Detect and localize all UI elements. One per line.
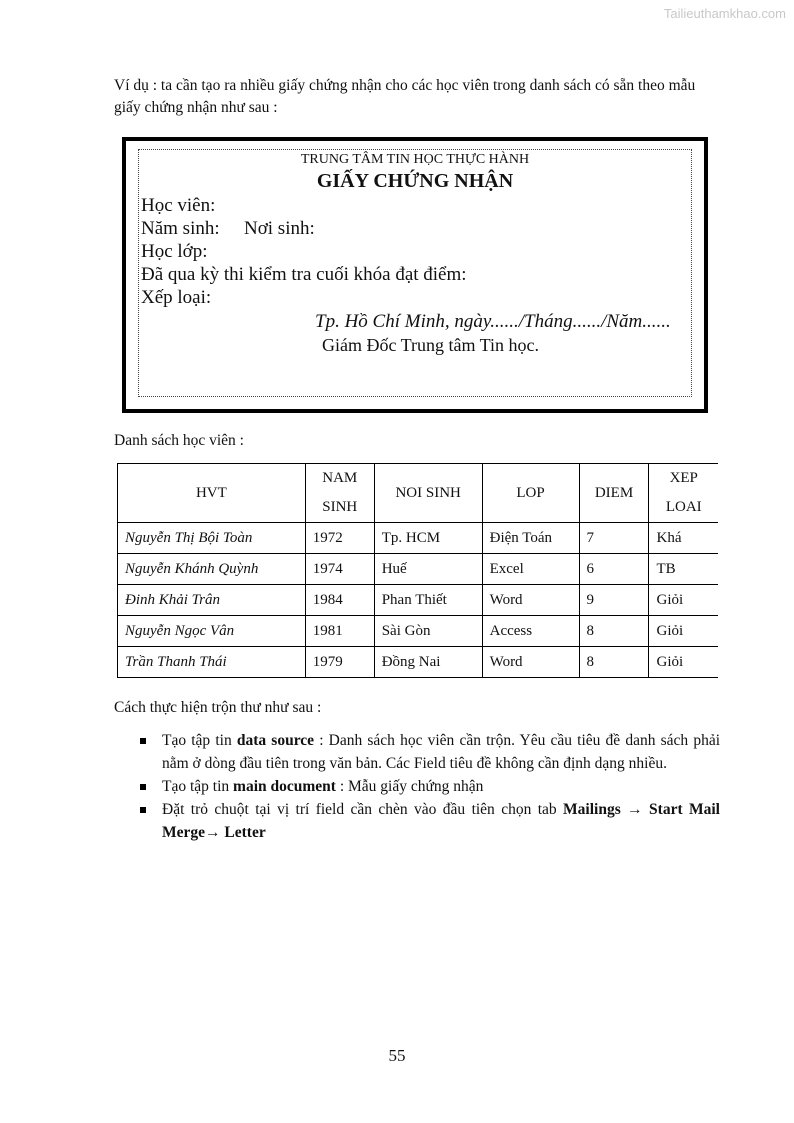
cell-birth-year: 1974 bbox=[305, 554, 374, 585]
student-table bbox=[117, 463, 718, 678]
table-row bbox=[118, 554, 719, 585]
step-text: : Danh sách học viên cần trộn. Yêu cầu tiêu đề danh sách phải nằm ở dòng đầu tiên trong văn bản. Các Field tiêu đề không cần định dạng nhiều. bbox=[162, 732, 721, 772]
step-text: Tạo tập tin bbox=[162, 778, 234, 795]
certificate-grade-label: Xếp loại: bbox=[141, 287, 212, 308]
step-keyword: Start Mail Merge bbox=[162, 801, 720, 841]
table-header-row bbox=[118, 464, 719, 523]
steps-list bbox=[140, 729, 720, 844]
table-row bbox=[118, 523, 719, 554]
cell-grade: Giỏi bbox=[649, 616, 718, 647]
cell-score: 8 bbox=[579, 616, 649, 647]
cell-birth-place: Huế bbox=[374, 554, 482, 585]
step-keyword: Letter bbox=[224, 824, 266, 841]
cell-grade: Giỏi bbox=[649, 647, 718, 678]
certificate-signer: Giám Đốc Trung tâm Tin học. bbox=[322, 335, 540, 355]
cell-name: Nguyễn Ngọc Vân bbox=[118, 616, 306, 647]
step-text: : Mẫu giấy chứng nhận bbox=[335, 778, 484, 795]
page-number: 55 bbox=[388, 1046, 406, 1065]
cell-name: Đinh Khải Trân bbox=[118, 585, 306, 616]
cell-class: Excel bbox=[482, 554, 579, 585]
certificate-student-label: Học viên: bbox=[141, 195, 216, 216]
certificate-inner-border bbox=[138, 149, 692, 397]
certificate-birth-place-label: Nơi sinh: bbox=[244, 218, 315, 239]
cell-birth-year: 1979 bbox=[305, 647, 374, 678]
square-bullet-icon bbox=[140, 784, 146, 790]
cell-score: 6 bbox=[579, 554, 649, 585]
cell-score: 8 bbox=[579, 647, 649, 678]
cell-score: 7 bbox=[579, 523, 649, 554]
header-hvt: HVT bbox=[118, 464, 306, 523]
step-keyword: Mailings bbox=[563, 801, 621, 818]
cell-class: Word bbox=[482, 647, 579, 678]
table-row bbox=[118, 647, 719, 678]
cell-class: Word bbox=[482, 585, 579, 616]
cell-grade: Giỏi bbox=[649, 585, 718, 616]
list-item bbox=[140, 798, 720, 844]
certificate-title: GIẤY CHỨNG NHẬN bbox=[316, 170, 514, 192]
certificate-center-name: TRUNG TÂM TIN HỌC THỰC HÀNH bbox=[300, 152, 530, 167]
header-nam-sinh: NAM SINH bbox=[305, 464, 374, 523]
table-row bbox=[118, 616, 719, 647]
cell-birth-place: Phan Thiết bbox=[374, 585, 482, 616]
certificate-class-label: Học lớp: bbox=[141, 241, 208, 262]
header-lop: LOP bbox=[482, 464, 579, 523]
step-text: Tạo tập tin bbox=[162, 732, 237, 749]
certificate-template bbox=[122, 137, 708, 413]
cell-birth-place: Sài Gòn bbox=[374, 616, 482, 647]
header-xep-loai: XEP LOAI bbox=[649, 464, 718, 523]
cell-class: Điện Toán bbox=[482, 523, 579, 554]
cell-grade: Khá bbox=[649, 523, 718, 554]
cell-birth-year: 1984 bbox=[305, 585, 374, 616]
cell-birth-year: 1981 bbox=[305, 616, 374, 647]
arrow-right-icon: → bbox=[205, 824, 221, 841]
cell-score: 9 bbox=[579, 585, 649, 616]
cell-grade: TB bbox=[649, 554, 718, 585]
cell-birth-year: 1972 bbox=[305, 523, 374, 554]
header-noi-sinh: NOI SINH bbox=[374, 464, 482, 523]
certificate-date-line: Tp. Hồ Chí Minh, ngày....../Tháng....../Năm...... bbox=[315, 311, 671, 332]
table-row bbox=[118, 585, 719, 616]
list-item bbox=[140, 775, 720, 798]
intro-paragraph: Ví dụ : ta cần tạo ra nhiều giấy chứng nhận cho các học viên trong danh sách có sẵn theo mẫu giấy chứng nhận như sau : bbox=[114, 77, 696, 116]
list-item bbox=[140, 729, 720, 775]
square-bullet-icon bbox=[140, 807, 146, 813]
how-to-title: Cách thực hiện trộn thư như sau : bbox=[114, 699, 322, 716]
header-diem: DIEM bbox=[579, 464, 649, 523]
cell-birth-place: Đồng Nai bbox=[374, 647, 482, 678]
square-bullet-icon bbox=[140, 738, 146, 744]
arrow-right-icon: → bbox=[627, 801, 643, 818]
certificate-birth-year-label: Năm sinh: bbox=[141, 218, 220, 239]
step-text: Đặt trỏ chuột tại vị trí field cần chèn vào đầu tiên chọn tab bbox=[162, 801, 564, 818]
step-keyword: data source bbox=[236, 732, 315, 749]
cell-name: Trần Thanh Thái bbox=[118, 647, 306, 678]
cell-birth-place: Tp. HCM bbox=[374, 523, 482, 554]
step-keyword: main document bbox=[233, 778, 336, 795]
cell-name: Nguyễn Khánh Quỳnh bbox=[118, 554, 306, 585]
student-list-title: Danh sách học viên : bbox=[114, 432, 244, 449]
certificate-exam-label: Đã qua kỳ thi kiểm tra cuối khóa đạt điểm: bbox=[141, 264, 467, 285]
cell-class: Access bbox=[482, 616, 579, 647]
watermark: Tailieuthamkhao.com bbox=[663, 6, 786, 21]
cell-name: Nguyễn Thị Bội Toàn bbox=[118, 523, 306, 554]
